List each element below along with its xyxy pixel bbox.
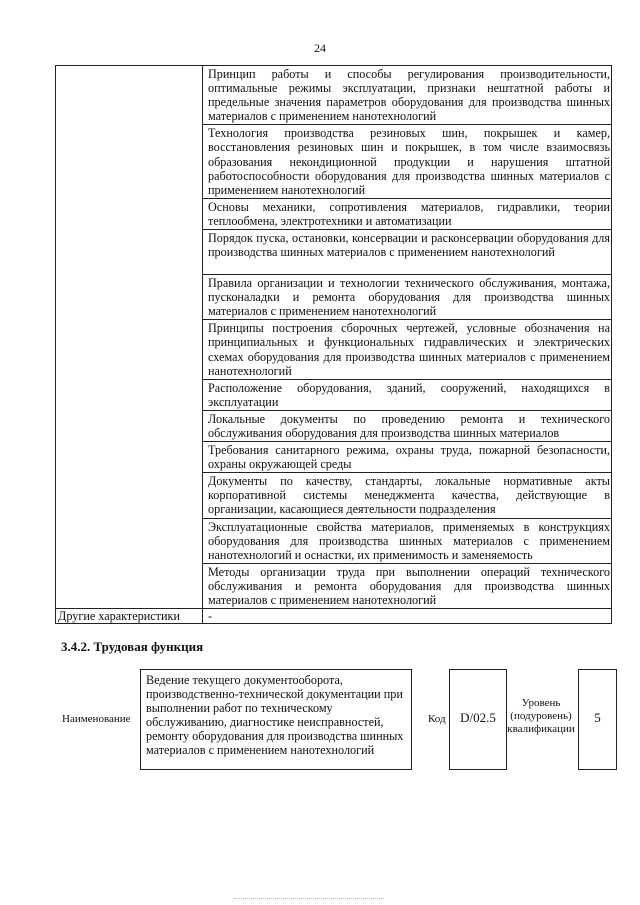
code-value: D/02.5	[449, 669, 507, 770]
requirement-text: Технология производства резиновых шин, покрышек и камер, восстановления резиновых шин и покрышек, в том числе взаимосвязь образования некондиционной продукции и нарушения штатной работоспособности оборудования для производства шинных материалов с применением нанотехнологий	[203, 125, 612, 198]
other-label: Другие характеристики	[56, 609, 203, 624]
table-row-other	[56, 609, 612, 624]
table-row	[56, 66, 612, 125]
requirement-text: Расположение оборудования, зданий, сооружений, находящихся в эксплуатации	[203, 379, 612, 410]
other-value: -	[203, 609, 612, 624]
level-label: Уровень (подуровень) квалификации	[507, 697, 575, 735]
level-value: 5	[578, 669, 617, 770]
requirement-text: Требования санитарного режима, охраны труда, пожарной безопасности, охраны окружающей среды	[203, 442, 612, 473]
requirement-text: Принципы построения сборочных чертежей, условные обозначения на принципиальных и функциональных гидравлических и электрических схемах оборудования для производства шинных материалов с применением нанотехнологий	[203, 320, 612, 379]
page-number: 24	[314, 41, 326, 55]
requirement-text: Основы механики, сопротивления материалов, гидравлики, теории теплообмена, электротехники и автоматизации	[203, 198, 612, 229]
requirement-text: Эксплуатационные свойства материалов, применяемых в конструкциях оборудования для производства шинных материалов с применением нанотехнологий и оснастки, их применимость и заменяемость	[203, 518, 612, 563]
requirement-text: Методы организации труда при выполнении операций технического обслуживания и ремонта оборудования для производства шинных материалов с применением нанотехнологий	[203, 563, 612, 608]
scan-artifact-line	[234, 898, 384, 899]
requirement-text: Документы по качеству, стандарты, локальные нормативные акты корпоративной системы менеджмента качества, действующие в организации, касающиеся деятельности подразделения	[203, 473, 612, 518]
knowledge-table	[55, 65, 612, 624]
function-name-value: Ведение текущего документооборота, производственно-технической документации при выполнении работ по техническому обслуживанию, диагностике неисправностей, ремонту оборудования для производства шинных материалов с применением нанотехнологий	[140, 669, 412, 770]
name-label: Наименование	[62, 713, 131, 725]
requirement-text: Принцип работы и способы регулирования производительности, оптимальные режимы эксплуатации, признаки нештатной работы и предельные значения параметров оборудования для производства шинных материалов с применением нанотехнологий	[203, 66, 612, 125]
requirement-text: Правила организации и технологии технического обслуживания, монтажа, пусконаладки и ремонта оборудования для производства шинных материалов с применением нанотехнологий	[203, 275, 612, 320]
label-cell-empty	[56, 66, 203, 609]
requirement-text: Порядок пуска, остановки, консервации и расконсервации оборудования для производства шинных материалов с применением нанотехнологий	[203, 230, 612, 275]
code-label: Код	[428, 713, 446, 725]
requirement-text: Локальные документы по проведению ремонта и технического обслуживания оборудования для производства шинных материалов	[203, 410, 612, 441]
section-title: 3.4.2. Трудовая функция	[61, 639, 204, 654]
